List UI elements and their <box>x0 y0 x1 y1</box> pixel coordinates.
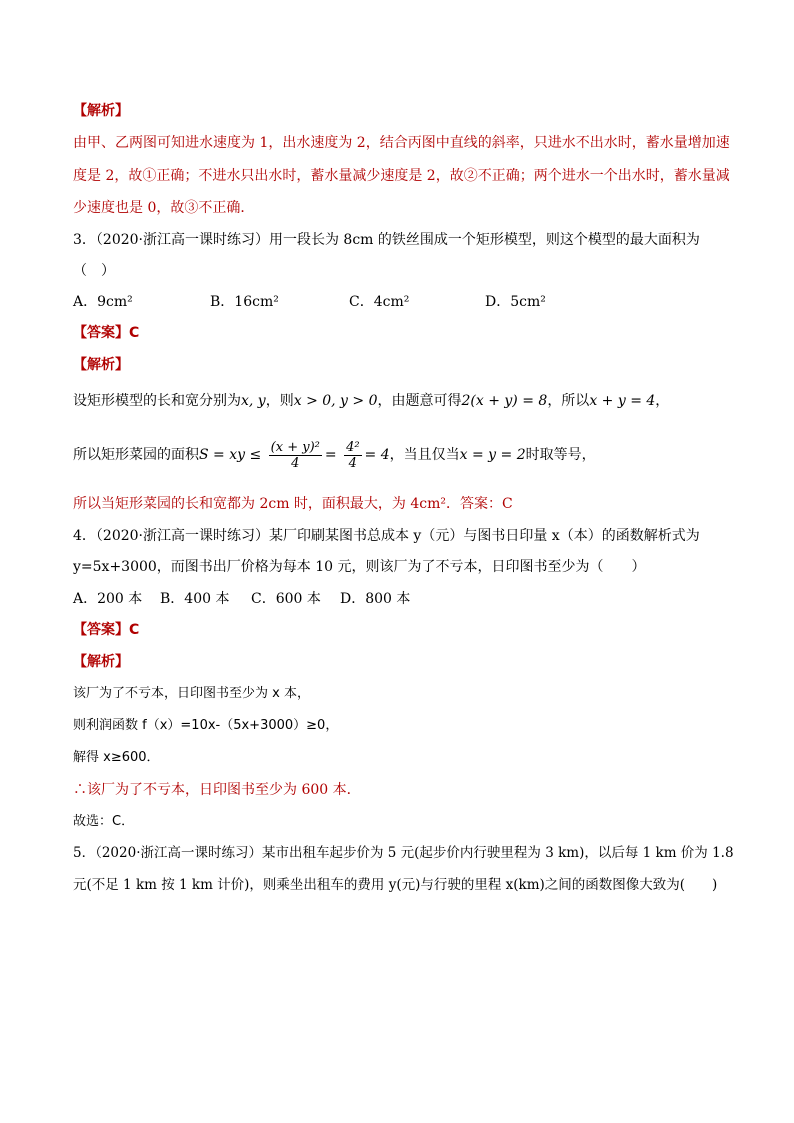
q3-l2-mid: ，当且仅当 <box>389 447 460 463</box>
q4-analysis-line-2: 则利润函数 f（x）=10x-（5x+3000）≥0， <box>73 718 339 733</box>
q3-l2-frac2-den: 4 <box>348 455 357 471</box>
q3-l1-cond: x > 0, y > 0 <box>293 393 378 409</box>
q3-l2-end: 时取等号， <box>525 447 596 463</box>
q5-stem-line-1: 5．（2020·浙江高一课时练习）某市出租车起步价为 5 元(起步价内行驶里程为 3 km)，以后每 1 km 价为 1.8 <box>73 845 734 861</box>
q3-l2-expr: S = xy ≤ <box>199 447 262 463</box>
q3-paren: （ ） <box>73 263 115 279</box>
q2-analysis-tag: 【解析】 <box>73 103 129 119</box>
q3-answer: 【答案】C <box>73 325 140 341</box>
q3-l2-cond: x = y = 2 <box>459 447 526 463</box>
q4-option-c: C．600 本 <box>251 591 321 607</box>
q3-l2-frac2-num: 4² <box>346 439 360 455</box>
q3-stem: 3．（2020·浙江高一课时练习）用一段长为 8cm 的铁丝围成一个矩形模型，则这个模型的最大面积为 <box>73 232 700 248</box>
q4-option-d: D．800 本 <box>340 591 411 607</box>
q3-l1-end: ， <box>655 393 670 409</box>
q3-l1-mid2: ，由题意可得 <box>377 393 462 409</box>
q4-analysis-line-4: ∴该厂为了不亏本，日印图书至少为 600 本． <box>73 782 361 798</box>
q3-l2-text: 所以矩形菜园的面积 <box>73 447 199 463</box>
q3-analysis-line-3: 所以当矩形菜园的长和宽都为 2cm 时，面积最大，为 4cm²．答案：C <box>73 496 513 512</box>
q4-analysis-line-5: 故选：C． <box>73 814 135 829</box>
q2-analysis-line-3: 少速度也是 0，故③不正确． <box>73 200 255 216</box>
q3-option-a: A．9cm² <box>73 294 133 310</box>
q3-analysis-tag: 【解析】 <box>73 357 129 373</box>
q3-l1-mid: ，则 <box>265 393 294 409</box>
q3-analysis-line-2 <box>73 437 596 473</box>
q3-l1-text: 设矩形模型的长和宽分别为 <box>73 393 241 409</box>
q2-analysis-line-2: 度是 2，故①正确；不进水只出水时，蓄水量减少速度是 2，故②不正确；两个进水一个出水时，蓄水量减 <box>73 168 730 184</box>
q3-l2-frac1-num: (x + y)² <box>270 439 320 455</box>
q4-option-b: B．400 本 <box>160 591 230 607</box>
q3-l2-res: = 4 <box>364 447 390 463</box>
q3-analysis-line-1 <box>73 391 669 411</box>
q3-l1-vars: x, y <box>241 393 266 409</box>
q3-option-b: B．16cm² <box>210 294 279 310</box>
q4-analysis-tag: 【解析】 <box>73 654 129 670</box>
q4-analysis-line-3: 解得 x≥600． <box>73 750 160 765</box>
q3-l1-mid3: ，所以 <box>547 393 590 409</box>
q3-l2-frac1-den: 4 <box>291 455 300 471</box>
q3-l2-fraction-1 <box>269 440 322 471</box>
q4-answer: 【答案】C <box>73 622 140 638</box>
q3-l1-eq: 2(x + y) = 8 <box>461 393 548 409</box>
q3-l1-eq2: x + y = 4 <box>589 393 656 409</box>
q3-l2-fraction-2 <box>344 440 361 471</box>
q2-analysis-line-1: 由甲、乙两图可知进水速度为 1，出水速度为 2，结合丙图中直线的斜率，只进水不出水时，蓄水量增加速 <box>73 135 730 151</box>
q3-l2-eq: = <box>324 447 337 463</box>
q4-stem-line-1: 4．（2020·浙江高一课时练习）某厂印刷某图书总成本 y（元）与图书日印量 x（本）的函数解析式为 <box>73 528 700 544</box>
q4-stem-line-2: y=5x+3000，而图书出厂价格为每本 10 元，则该厂为了不亏本，日印图书至少为（ ） <box>73 559 646 575</box>
q4-option-a: A．200 本 <box>73 591 143 607</box>
q3-option-d: D．5cm² <box>485 294 546 310</box>
q3-option-c: C．4cm² <box>349 294 410 310</box>
q4-analysis-line-1: 该厂为了不亏本，日印图书至少为 x 本， <box>73 686 310 701</box>
q5-stem-line-2: 元(不足 1 km 按 1 km 计价)，则乘坐出租车的费用 y(元)与行驶的里程 x(km)之间的函数图像大致为( ) <box>73 877 718 893</box>
